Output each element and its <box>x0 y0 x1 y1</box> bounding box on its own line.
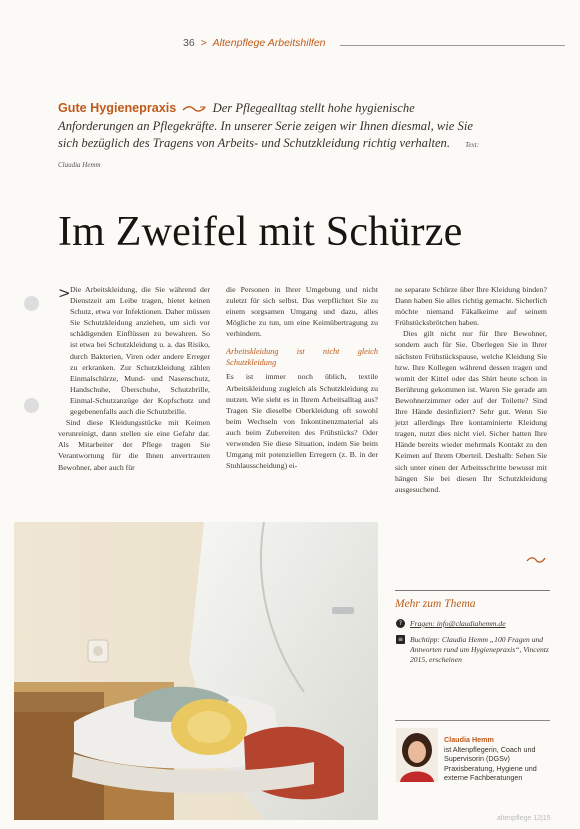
binder-hole-icon <box>24 398 39 413</box>
header-rule <box>340 45 565 46</box>
body-column-2 <box>226 284 378 471</box>
page-number: 36 <box>183 37 195 49</box>
lead-text: Der Pflegealltag stellt hohe hygienische Anforderungen an Pflegekräfte. In unserer Serie zeigen wir Ihnen diesmal, wie Sie sich bezüglich des Tragens von Arbeits- und Schutzkleidung richtig verhalten. <box>58 101 473 150</box>
body-column-1 <box>58 284 210 473</box>
body-paragraph: Dies gilt nicht nur für Ihre Bewohner, sondern auch für Sie. Überlegen Sie in Ihrer nächsten Frühstückspause, welche Kleidung Sie bzw. Ihre Kollegen während dessen tragen und womit der Kittel oder das Shirt heute schon in Berührung gekommen ist. Waren Sie gerade am Bewohnerzimmer oder auf der Toilette? Sind Ihre Hände desinfiziert? Sehr gut. Wenn Sie jetzt allerdings Ihre kontaminierte Kleidung tragen, nutzt dies nicht viel. Sicher hatten Ihre Hände bereits wieder mehrmals Kontakt zu den Keimen auf Ihrem Oberteil. Deshalb: Sehen Sie sich unter einen der Arbeitsschritte bewusst mit hängen Sie bei diesen Ihr Schutzkleidung ausgesuchend. <box>395 329 547 494</box>
more-item-text: Buchtipp: Claudia Hemm „100 Fragen und Antworten rund um Hygienepraxis“, Vincentz 2015, erscheinen <box>410 635 549 664</box>
author-portrait <box>396 728 438 782</box>
subheading: Arbeitskleidung ist nicht gleich Schutzkleidung <box>226 347 378 367</box>
author-bio-box <box>444 735 554 783</box>
running-header <box>183 37 326 49</box>
arrow-start-icon: > <box>58 284 71 302</box>
author-bio: ist Altenpflegerin, Coach und Supervisorin (DGSv) Praxisberatung, Hygiene und externe Fachberatungen <box>444 744 537 782</box>
binder-hole-icon <box>24 296 39 311</box>
article-photo <box>14 522 378 820</box>
header-separator: > <box>200 37 207 49</box>
byline: Text: Claudia Hemm <box>58 141 479 169</box>
swirl-ornament-icon <box>182 105 206 113</box>
more-rule <box>395 590 550 591</box>
article-title: Im Zweifel mit Schürze <box>58 209 463 255</box>
body-column-3 <box>395 284 547 495</box>
lead-paragraph <box>58 100 488 174</box>
author-rule <box>395 720 550 721</box>
book-icon: ≡ <box>397 636 404 643</box>
author-name: Claudia Hemm <box>444 735 494 744</box>
body-paragraph: die Personen in Ihrer Umgebung und nicht zuletzt für sich selbst. Das verpflichtet Sie zu einem sorgsamen Umgang und dazu, alles Mögliche zu tun, um eine Keimübertragung zu verhindern. <box>226 285 378 339</box>
more-item-contact <box>398 619 550 629</box>
body-paragraph: Es ist immer noch üblich, textile Arbeitskleidung zugleich als Schutzkleidung zu nutzen. Wie sieht es in Ihrem Arbeitsalltag aus? Tragen Sie dieselbe Oberkleidung oft sowohl beim Wechseln von Inkontinenzmaterial als auch beim Zubereiten des Frühstücks? Oder verwenden Sie diese Situation, indem Sie beim Umgang mit potenziellen Erregern (z. B. in der Stuhlausscheidung) ei- <box>226 372 378 471</box>
more-item-book <box>397 635 550 665</box>
corner-mark: altenpflege 12|15 <box>497 815 551 822</box>
end-swirl-icon <box>526 556 546 564</box>
body-paragraph: Die Arbeitskleidung, die Sie während der Dienstzeit am Leibe tragen, bietet keinen Schutz, etwa vor Infektionen. Daher müssen Sie Schutzkleidung anziehen, um sich vor schädigenden Einflüssen zu bewahren. So ist etwa bei Schutzkleidung u. a. das Risiko, durch Bakterien, Viren oder andere Erreger zu erkranken. Zur Schutzkleidung zählen Einmalschürze, Mund- und Nasenschutz, Handschuhe, Überschuhe, Schutzbrille, Einmal-Schutzanzüge der Kopfschutz und gegebenenfalls auch die Schutzbrille. <box>70 285 210 417</box>
header-section: Altenpflege Arbeitshilfen <box>212 37 326 49</box>
body-paragraph: ne separate Schürze über Ihre Kleidung binden? Dann haben Sie alles richtig gemacht. Sicherlich möchte niemand Fäkalkeime auf seinem Frühstücksbrötchen haben. <box>395 285 547 328</box>
more-item-text[interactable]: Fragen: info@claudiahemm.de <box>410 619 506 628</box>
more-title: Mehr zum Thema <box>395 598 476 610</box>
body-paragraph: Sind diese Kleidungsstücke mit Keimen verunreinigt, dann stellen sie eine Gefahr dar. Als Mitarbeiter der Pflege tragen Sie Verantwortung für die Ihnen anvertrauten Bewohner, aber auch für <box>58 418 210 472</box>
lead-kicker: Gute Hygienepraxis <box>58 101 177 115</box>
question-icon: ? <box>396 619 405 628</box>
